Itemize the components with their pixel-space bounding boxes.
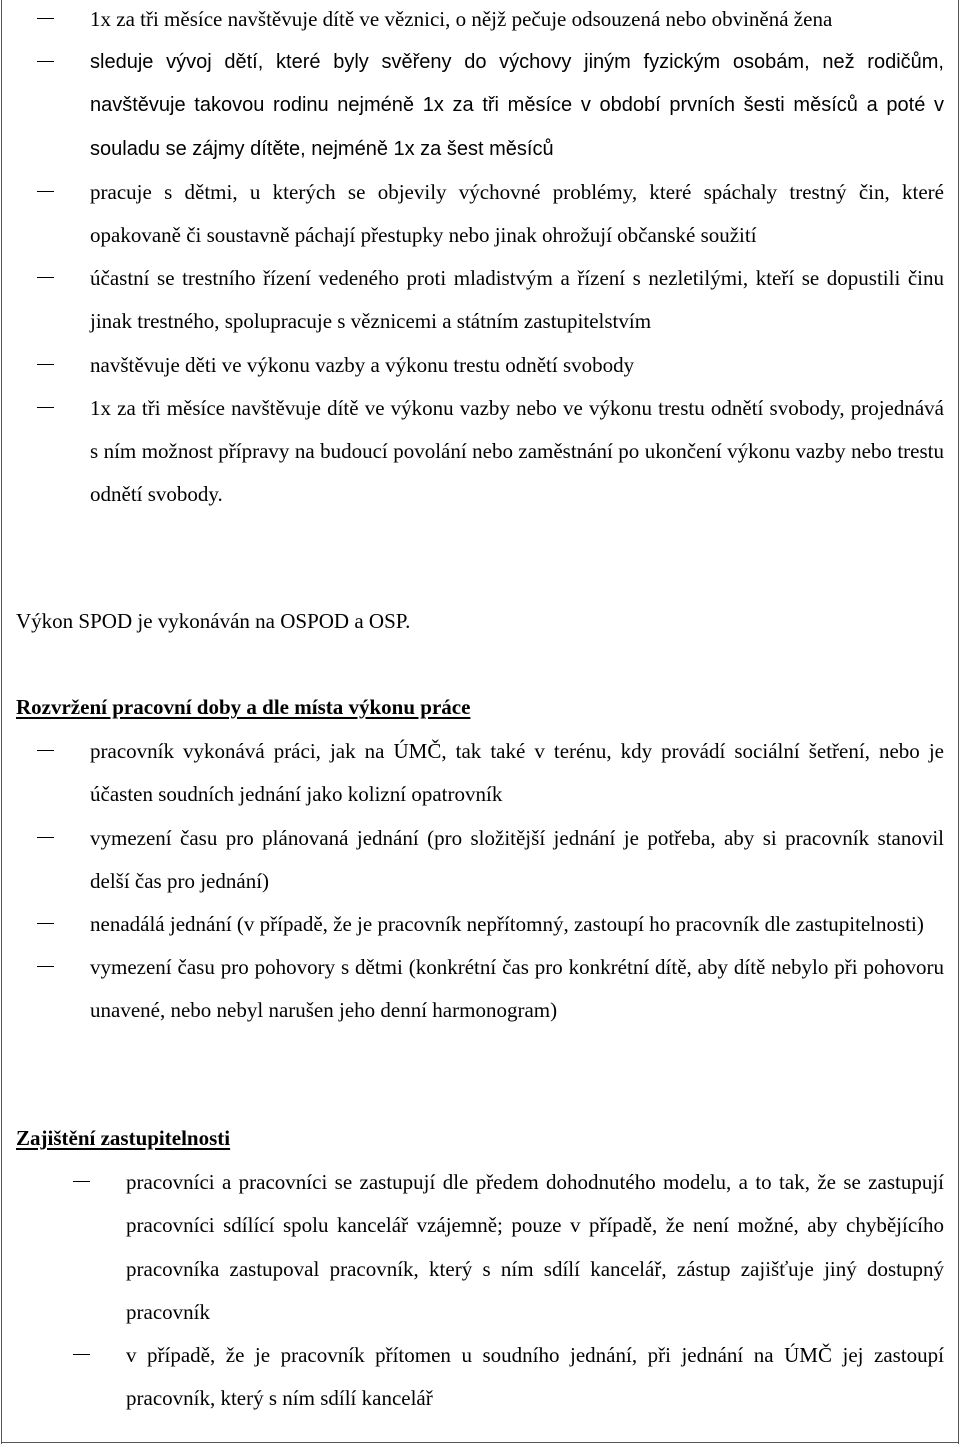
- list-item: sleduje vývoj dětí, které byly svěřeny do výchovy jiným fyzickým osobám, než rodičům, navštěvuje takovou rodinu nejméně 1x za tři měsíce v období prvních šesti měsíců a poté v souladu se zájmy dítěte, nejméně 1x za šest měsíců: [0, 41, 960, 171]
- dash-bullet-icon: [37, 191, 54, 192]
- dash-bullet-icon: [37, 837, 54, 838]
- activities-list: [0, 0, 960, 516]
- list-item: nenadálá jednání (v případě, že je pracovník nepřítomný, zastoupí ho pracovník dle zastupitelnosti): [0, 903, 960, 946]
- list-item: 1x za tři měsíce navštěvuje dítě ve věznici, o nějž pečuje odsouzená nebo obviněná žena: [0, 0, 960, 41]
- dash-bullet-icon: [37, 966, 54, 967]
- substitution-section: [0, 1117, 960, 1420]
- substitution-list: [0, 1161, 960, 1420]
- list-item: 1x za tři měsíce navštěvuje dítě ve výkonu vazby nebo ve výkonu trestu odnětí svobody, projednává s ním možnost přípravy na budoucí povolání nebo zaměstnání po ukončení výkonu vazby nebo trestu odnětí svobody.: [0, 387, 960, 517]
- spod-note: Výkon SPOD je vykonáván na OSPOD a OSP.: [16, 609, 411, 633]
- list-item: pracovník vykonává práci, jak na ÚMČ, tak také v terénu, kdy provádí sociální šetření, nebo je účasten soudních jednání jako kolizní opatrovník: [0, 730, 960, 816]
- dash-bullet-icon: [37, 277, 54, 278]
- section-heading: Zajištění zastupitelnosti: [16, 1126, 231, 1150]
- dash-bullet-icon: [37, 407, 54, 408]
- dash-bullet-icon: [73, 1354, 90, 1355]
- dash-bullet-icon: [37, 923, 54, 924]
- activities-section: [0, 0, 960, 516]
- section-heading: Rozvržení pracovní doby a dle místa výkonu práce: [16, 695, 471, 719]
- page-border-bottom: [1, 1442, 959, 1443]
- dash-bullet-icon: [37, 750, 54, 751]
- list-item: pracovníci a pracovníci se zastupují dle předem dohodnutého modelu, a to tak, že se zastupují pracovníci sdílící spolu kancelář vzájemně; pouze v případě, že není možné, aby chybějícího pracovníka zastupoval pracovník, který s ním sdílí kancelář, zástup zajišťuje jiný dostupný pracovník: [0, 1161, 960, 1334]
- list-item: pracuje s dětmi, u kterých se objevily výchovné problémy, které spáchaly trestný čin, které opakovaně či soustavně páchají přestupky nebo jinak ohrožují občanské soužití: [0, 171, 960, 257]
- list-item: účastní se trestního řízení vedeného proti mladistvým a řízení s nezletilými, kteří se dopustili činu jinak trestného, spolupracuje s věznicemi a státním zastupitelstvím: [0, 257, 960, 343]
- work-schedule-list: [0, 730, 960, 1032]
- dash-bullet-icon: [37, 364, 54, 365]
- list-item: vymezení času pro pohovory s dětmi (konkrétní čas pro konkrétní dítě, aby dítě nebylo při pohovoru unavené, nebo nebyl narušen jeho denní harmonogram): [0, 946, 960, 1032]
- list-item: v případě, že je pracovník přítomen u soudního jednání, při jednání na ÚMČ jej zastoupí pracovník, který s ním sdílí kancelář: [0, 1334, 960, 1420]
- dash-bullet-icon: [37, 61, 54, 62]
- dash-bullet-icon: [73, 1181, 90, 1182]
- list-item: vymezení času pro plánovaná jednání (pro složitější jednání je potřeba, aby si pracovník stanovil delší čas pro jednání): [0, 817, 960, 903]
- dash-bullet-icon: [37, 18, 54, 19]
- list-item: navštěvuje děti ve výkonu vazby a výkonu trestu odnětí svobody: [0, 344, 960, 387]
- work-schedule-section: [0, 686, 960, 1033]
